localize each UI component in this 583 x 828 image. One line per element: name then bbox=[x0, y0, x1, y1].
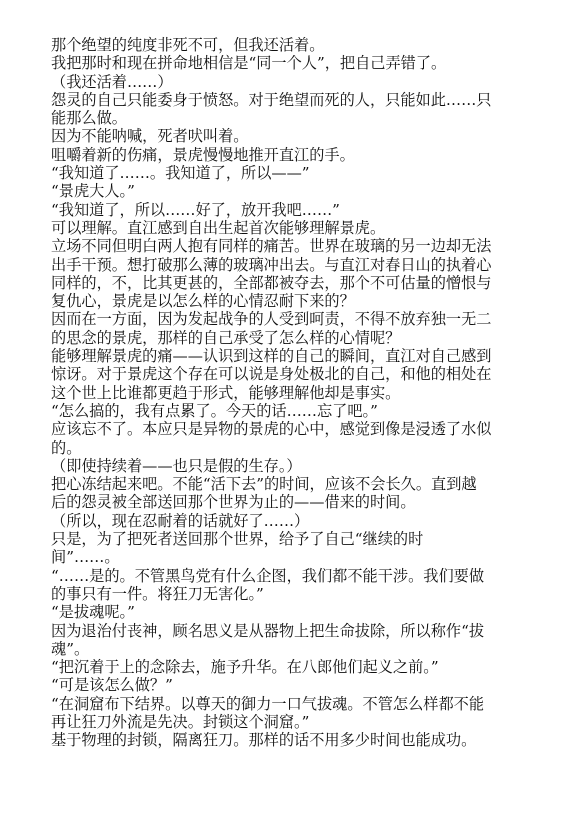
text-line: “是拔魂呢。” bbox=[51, 603, 135, 622]
text-line: 立场不同但明白两人抱有同样的痛苦。世界在玻璃的另一边却无法 bbox=[51, 237, 492, 256]
text-line: “景虎大人。” bbox=[51, 182, 135, 201]
text-line: 因而在一方面，因为发起战争的人受到呵责，不得不放弃独一无二 bbox=[51, 310, 492, 329]
text-line: “怎么搞的，我有点累了。今天的话……忘了吧。” bbox=[51, 401, 378, 420]
text-line: 的事只有一件。将狂刀无害化。” bbox=[51, 584, 264, 603]
text-line: 应该忘不了。本应只是异物的景虎的心中，感觉到像是浸透了水似 bbox=[51, 420, 492, 439]
text-line: 的。 bbox=[51, 438, 82, 457]
text-line: 基于物理的封锁，隔离狂刀。那样的话不用多少时间也能成功。 bbox=[51, 731, 477, 750]
text-line: 因为退治付丧神，顾名思义是从器物上把生命拔除，所以称作“拔 bbox=[51, 621, 485, 640]
text-line: 因为不能呐喊，死者吠叫着。 bbox=[51, 127, 249, 146]
text-line: 后的怨灵被全部送回那个世界为止的——借来的时间。 bbox=[51, 493, 416, 512]
text-line: 我把那时和现在拼命地相信是“同一个人”，把自己弄错了。 bbox=[51, 54, 447, 73]
text-line: （所以，现在忍耐着的话就好了……） bbox=[51, 511, 310, 530]
text-line: 可以理解。直江感到自出生起首次能够理解景虎。 bbox=[51, 218, 386, 237]
text-line: “我知道了……。我知道了，所以——” bbox=[51, 164, 310, 183]
text-line: 能够理解景虎的痛——认识到这样的自己的瞬间，直江对自己感到 bbox=[51, 347, 492, 366]
text-line: 怨灵的自己只能委身于愤怒。对于绝望而死的人，只能如此……只 bbox=[51, 90, 492, 109]
text-line: “我知道了，所以……好了，放开我吧……” bbox=[51, 200, 340, 219]
text-line: 同样的，不，比其更甚的，全部都被夺去，那个不可估量的憎恨与 bbox=[51, 273, 492, 292]
text-line: 咀嚼着新的伤痛，景虎慢慢地推开直江的手。 bbox=[51, 145, 355, 164]
text-line: 惊讶。对于景虎这个存在可以说是身处极北的自己，和他的相处在 bbox=[51, 365, 492, 384]
text-line: （即使持续着——也只是假的生存。） bbox=[51, 456, 302, 475]
text-line: 能那么做。 bbox=[51, 109, 127, 128]
text-line: 魂”。 bbox=[51, 639, 90, 658]
text-line: 那个绝望的纯度非死不可，但我还活着。 bbox=[51, 36, 325, 54]
text-line: “……是的。不管黑鸟党有什么企图，我们都不能干涉。我们要做 bbox=[51, 566, 485, 585]
text-line: （我还活着……） bbox=[51, 72, 173, 91]
text-line: 间”……。 bbox=[51, 548, 120, 567]
text-line: 再让狂刀外流是先决。封锁这个洞窟。” bbox=[51, 712, 310, 731]
text-line: 出手干预。想打破那么薄的玻璃冲出去。与直江对春日山的执着心 bbox=[51, 255, 492, 274]
document-page bbox=[51, 36, 535, 750]
text-line: 这个世上比谁都更趋于形式，能够理解他却是事实。 bbox=[51, 383, 401, 402]
text-line: 的思念的景虎，那样的自己承受了怎么样的心情呢？ bbox=[51, 328, 401, 347]
text-line: “在洞窟布下结界。以尊天的御力一口气拔魂。不管怎么样都不能 bbox=[51, 694, 485, 713]
text-line: “可是该怎么做？” bbox=[51, 676, 173, 695]
text-line: “把沉着于上的念除去，施予升华。在八郎他们起义之前。” bbox=[51, 658, 439, 677]
text-line: 复仇心，景虎是以怎么样的心情忍耐下来的？ bbox=[51, 292, 355, 311]
text-line: 把心冻结起来吧。不能“活下去”的时间，应该不会长久。直到越 bbox=[51, 475, 477, 494]
text-line: 只是，为了把死者送回那个世界，给予了自己“继续的时 bbox=[51, 530, 424, 549]
